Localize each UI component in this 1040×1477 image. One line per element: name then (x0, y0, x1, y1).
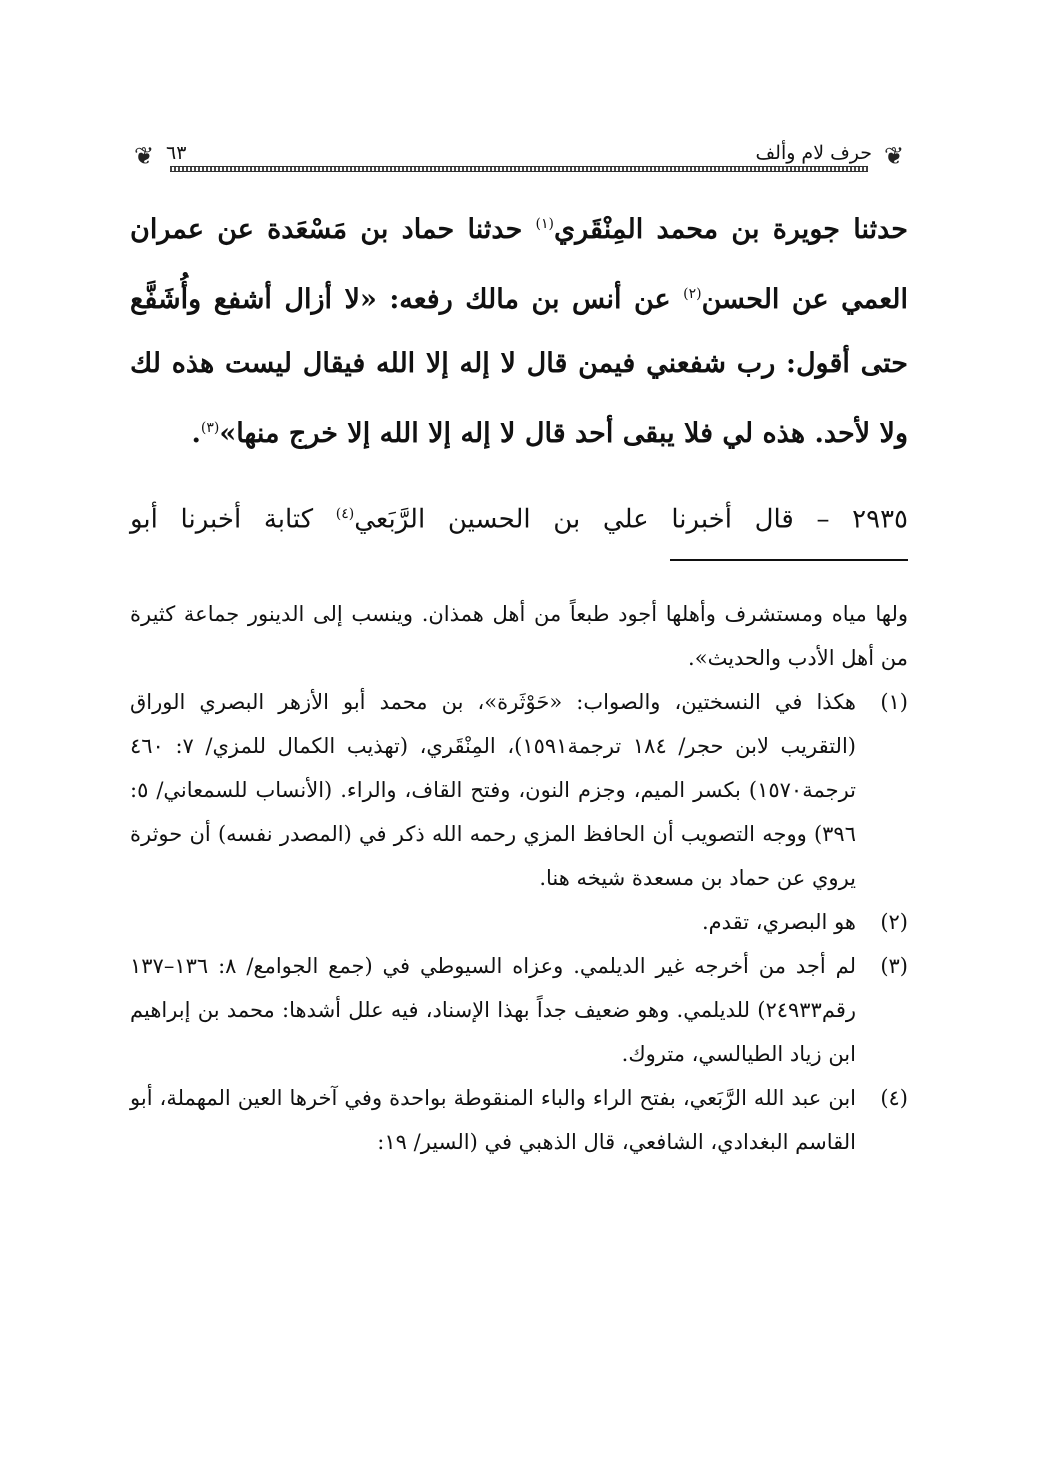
footnote-ref-4: (٤) (335, 506, 355, 522)
page-number: ٦٣ (160, 142, 192, 164)
footnotes (130, 592, 908, 1164)
footnote-text: لم أجد من أخرجه غير الديلمي. وعزاه السيوطي في (جمع الجوامع/ ٨: ١٣٦–١٣٧ رقم٢٤٩٣٣) للديلمي. وهو ضعيف جداً بهذا الإسناد، فيه علل أشدها: محمد بن إبراهيم ابن زياد الطيالسي، متروك. (130, 954, 856, 1066)
main-text (130, 192, 908, 466)
hadith-2935-start: ٢٩٣٥ – قال أخبرنا علي بن الحسين الرَّبَعي$^{(٤)}$ كتابة أخبرنا أبو (130, 504, 908, 535)
footnote-ref-2: (٢) (683, 286, 702, 302)
footnote-3 (130, 944, 908, 1076)
running-header (130, 140, 908, 176)
footnote-text: هو البصري، تقدم. (701, 910, 856, 934)
footnote-ref-3: (٣) (200, 420, 220, 436)
footnote-4 (130, 1076, 908, 1164)
footnote-ref-1: (١) (535, 216, 555, 232)
chapter-title: حرف لام وألف (749, 142, 878, 164)
header-ornament-left-icon: ❦ (133, 142, 155, 170)
header-ornament-right-icon: ❦ (883, 142, 905, 170)
footnote-number: (١) (880, 690, 908, 714)
footnote-number: (٢) (880, 910, 908, 934)
footnote-continuation: ولها مياه ومستشرف وأهلها أجود طبعاً من أهل همذان. وينسب إلى الدينور جماعة كثيرة من أهل الأدب والحديث». (130, 602, 908, 670)
header-ornamental-rule (170, 166, 868, 172)
footnote-number: (٤) (880, 1086, 908, 1110)
footnote-number: (٣) (880, 954, 908, 978)
footnote-text: هكذا في النسختين، والصواب: «حَوْثَرة»، بن محمد أبو الأزهر البصري الوراق (التقريب لابن حجر/ ١٨٤ ترجمة١٥٩١)، المِنْقَري، (تهذيب الكمال للمزي/ ٧: ٤٦٠ ترجمة١٥٧٠) بكسر الميم، وجزم النون، وفتح القاف، والراء. (الأنساب للسمعاني/ ٥: ٣٩٦) ووجه التصويب أن الحافظ المزي رحمه الله ذكر في (المصدر نفسه) أن حوثرة يروي عن حماد بن مسعدة شيخه هنا. (130, 690, 856, 890)
footnote-text: ابن عبد الله الرَّبَعي، بفتح الراء والباء المنقوطة بواحدة وفي آخرها العين المهملة، أبو القاسم البغدادي، الشافعي، قال الذهبي في (السير/ ١٩: (130, 1086, 856, 1154)
footnote-1 (130, 680, 908, 900)
hadith-paragraph: حدثنا جويرة بن محمد المِنْقَري$^{(١)}$ حدثنا حماد بن مَسْعَدة عن عمران العمي عن الحسن$^{(٢)}$ عن أنس بن مالك رفعه: «لا أزال أشفع وأُشَفَّع حتى أقول: رب شفعني فيمن قال لا إله إلا الله فيقال ليست هذه لك ولا لأحد. هذه لي فلا يبقى أحد قال لا إله إلا الله إلا خرج منها»$^{(٣)}$. (130, 214, 908, 449)
footnote-2 (130, 900, 908, 944)
footnote-separator (670, 559, 908, 561)
